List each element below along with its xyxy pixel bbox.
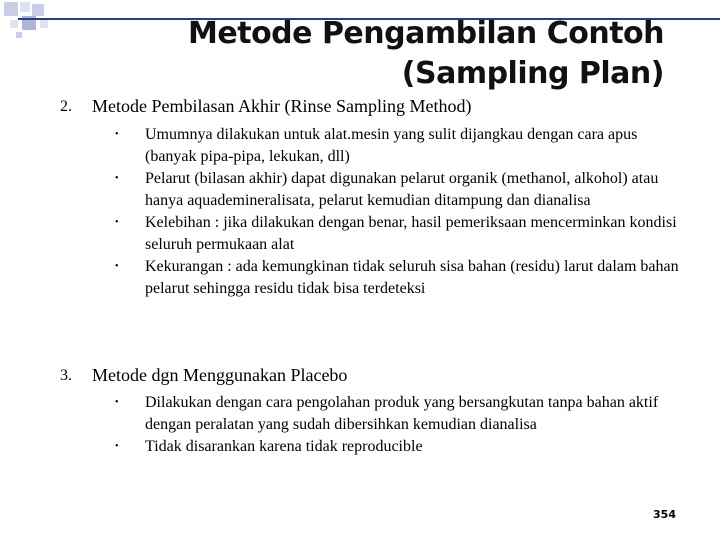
list-item bbox=[115, 168, 680, 211]
list-item bbox=[115, 392, 680, 435]
bullet-text: Pelarut (bilasan akhir) dapat digunakan pelarut organik (methanol, alkohol) atau hanya aquademineralisata, pelarut kemudian ditampung dan dianalisa bbox=[145, 170, 659, 209]
decor-square bbox=[20, 2, 30, 12]
section-heading: Metode dgn Menggunakan Placebo bbox=[92, 365, 348, 385]
bullet-icon: • bbox=[115, 441, 119, 452]
section-number: 2. bbox=[60, 98, 72, 115]
bullet-icon: • bbox=[115, 217, 119, 228]
decor-square bbox=[16, 32, 22, 38]
bullet-icon: • bbox=[115, 261, 119, 272]
list-item bbox=[115, 256, 680, 299]
bullet-icon: • bbox=[115, 129, 119, 140]
list-item bbox=[115, 212, 680, 255]
bullet-icon: • bbox=[115, 397, 119, 408]
bullet-icon: • bbox=[115, 173, 119, 184]
list-item bbox=[115, 124, 680, 167]
decor-square bbox=[10, 20, 18, 28]
bullet-text: Kelebihan : jika dilakukan dengan benar, hasil pemeriksaan mencerminkan kondisi seluruh permukaan alat bbox=[145, 214, 677, 253]
list-item bbox=[115, 436, 680, 458]
corner-decoration bbox=[0, 0, 60, 60]
section-bullet-list bbox=[115, 392, 680, 459]
slide-title: Metode Pengambilan Contoh (Sampling Plan) bbox=[188, 16, 664, 91]
bullet-text: Umumnya dilakukan untuk alat.mesin yang sulit dijangkau dengan cara apus (banyak pipa-pipa, lekukan, dll) bbox=[145, 126, 638, 165]
page-number: 354 bbox=[653, 508, 676, 521]
section-number: 3. bbox=[60, 367, 72, 384]
decor-square bbox=[4, 2, 18, 16]
decor-square bbox=[40, 20, 48, 28]
bullet-text: Kekurangan : ada kemungkinan tidak seluruh sisa bahan (residu) larut dalam bahan pelarut sehingga residu tidak bisa terdeteksi bbox=[145, 258, 679, 297]
bullet-text: Dilakukan dengan cara pengolahan produk yang bersangkutan tanpa bahan aktif dengan peralatan yang sudah dibersihkan kemudian dianalisa bbox=[145, 394, 659, 433]
bullet-text: Tidak disarankan karena tidak reproducible bbox=[145, 438, 423, 455]
section-heading: Metode Pembilasan Akhir (Rinse Sampling Method) bbox=[92, 96, 472, 116]
decor-square bbox=[32, 4, 44, 16]
section-bullet-list bbox=[115, 124, 680, 300]
